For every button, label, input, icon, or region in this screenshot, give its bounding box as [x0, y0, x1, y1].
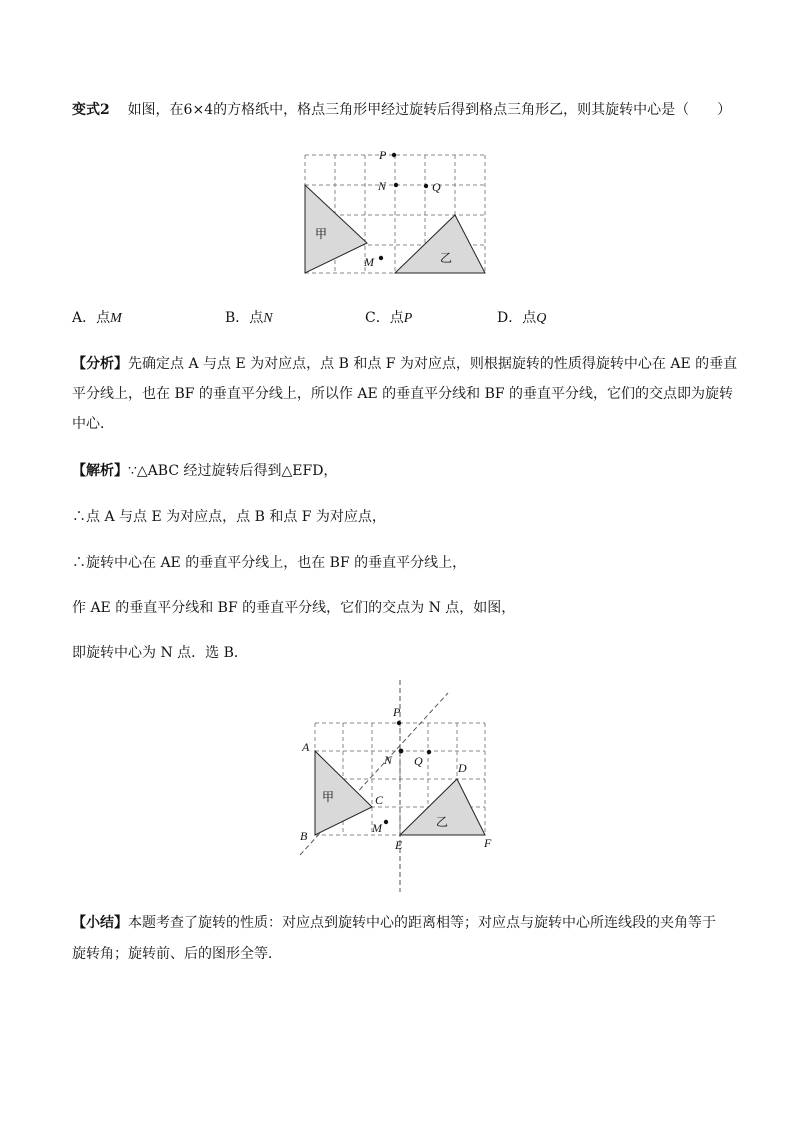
option-d[interactable]: D．点Q	[497, 310, 547, 326]
label-p: P	[379, 148, 387, 162]
fig2-label-d: D	[458, 761, 467, 775]
fig2-point-p-dot	[397, 721, 401, 725]
option-c[interactable]: C．点P	[365, 310, 413, 326]
point-n-dot	[394, 183, 398, 187]
problem-label: 变式2	[72, 102, 110, 118]
point-p-dot	[392, 153, 396, 157]
fig2-label-c: C	[375, 793, 384, 807]
figure-2	[290, 675, 510, 897]
analysis-line-3: 中心．	[72, 416, 114, 432]
fig2-label-f: F	[484, 836, 492, 850]
fig2-label-jia: 甲	[322, 790, 335, 804]
fig2-label-q: Q	[414, 754, 423, 768]
solution-line-5: 即旋转中心为 N 点．选 B．	[72, 645, 248, 661]
option-a[interactable]: A．点M	[72, 310, 122, 326]
solution-tag: 【解析】	[72, 463, 128, 479]
summary-line-2: 旋转角；旋转前、后的图形全等．	[72, 946, 282, 962]
label-yi: 乙	[440, 251, 453, 265]
solution-line-4: 作 AE 的垂直平分线和 BF 的垂直平分线，它们的交点为 N 点，如图，	[72, 600, 516, 616]
fig2-label-m: M	[372, 821, 382, 835]
summary-tag: 【小结】	[72, 915, 128, 931]
solution-line-1: 【解析】∵△ABC 经过旋转后得到△EFD，	[72, 463, 338, 479]
summary-line-1: 【小结】本题考查了旋转的性质：对应点到旋转中心的距离相等；对应点与旋转中心所连线段的夹角等于	[72, 915, 716, 931]
analysis-line-2: 平分线上，也在 BF 的垂直平分线上，所以作 AE 的垂直平分线和 BF 的垂直平分线，它们的交点即为旋转	[72, 386, 734, 402]
figure-1	[300, 148, 490, 278]
fig2-label-e: E	[395, 838, 403, 852]
label-jia: 甲	[315, 227, 328, 241]
point-m-dot	[379, 256, 383, 260]
fig2-point-n-dot	[399, 749, 404, 754]
label-n: N	[378, 179, 387, 193]
fig2-point-q-dot	[427, 750, 431, 754]
fig2-label-b: B	[300, 829, 308, 843]
fig2-label-a: A	[302, 740, 310, 754]
solution-line-2: ∴点 A 与点 E 为对应点，点 B 和点 F 为对应点，	[72, 509, 386, 525]
analysis-line-1: 【分析】先确定点 A 与点 E 为对应点，点 B 和点 F 为对应点，则根据旋转的性质得旋转中心在 AE 的垂直	[72, 356, 738, 372]
point-q-dot	[424, 184, 428, 188]
option-b[interactable]: B．点N	[225, 310, 273, 326]
label-m: M	[364, 255, 374, 269]
solution-line-3: ∴旋转中心在 AE 的垂直平分线上，也在 BF 的垂直平分线上，	[72, 555, 467, 571]
problem-text: 如图，在6×4的方格纸中，格点三角形甲经过旋转后得到格点三角形乙，则其旋转中心是（ ）	[127, 102, 732, 118]
fig2-label-p: P	[393, 705, 401, 719]
fig2-label-yi: 乙	[436, 815, 449, 829]
fig2-point-m-dot	[384, 820, 388, 824]
analysis-tag: 【分析】	[72, 356, 128, 372]
label-q: Q	[432, 180, 441, 194]
fig2-label-n: N	[384, 753, 393, 767]
problem-line	[72, 103, 731, 117]
